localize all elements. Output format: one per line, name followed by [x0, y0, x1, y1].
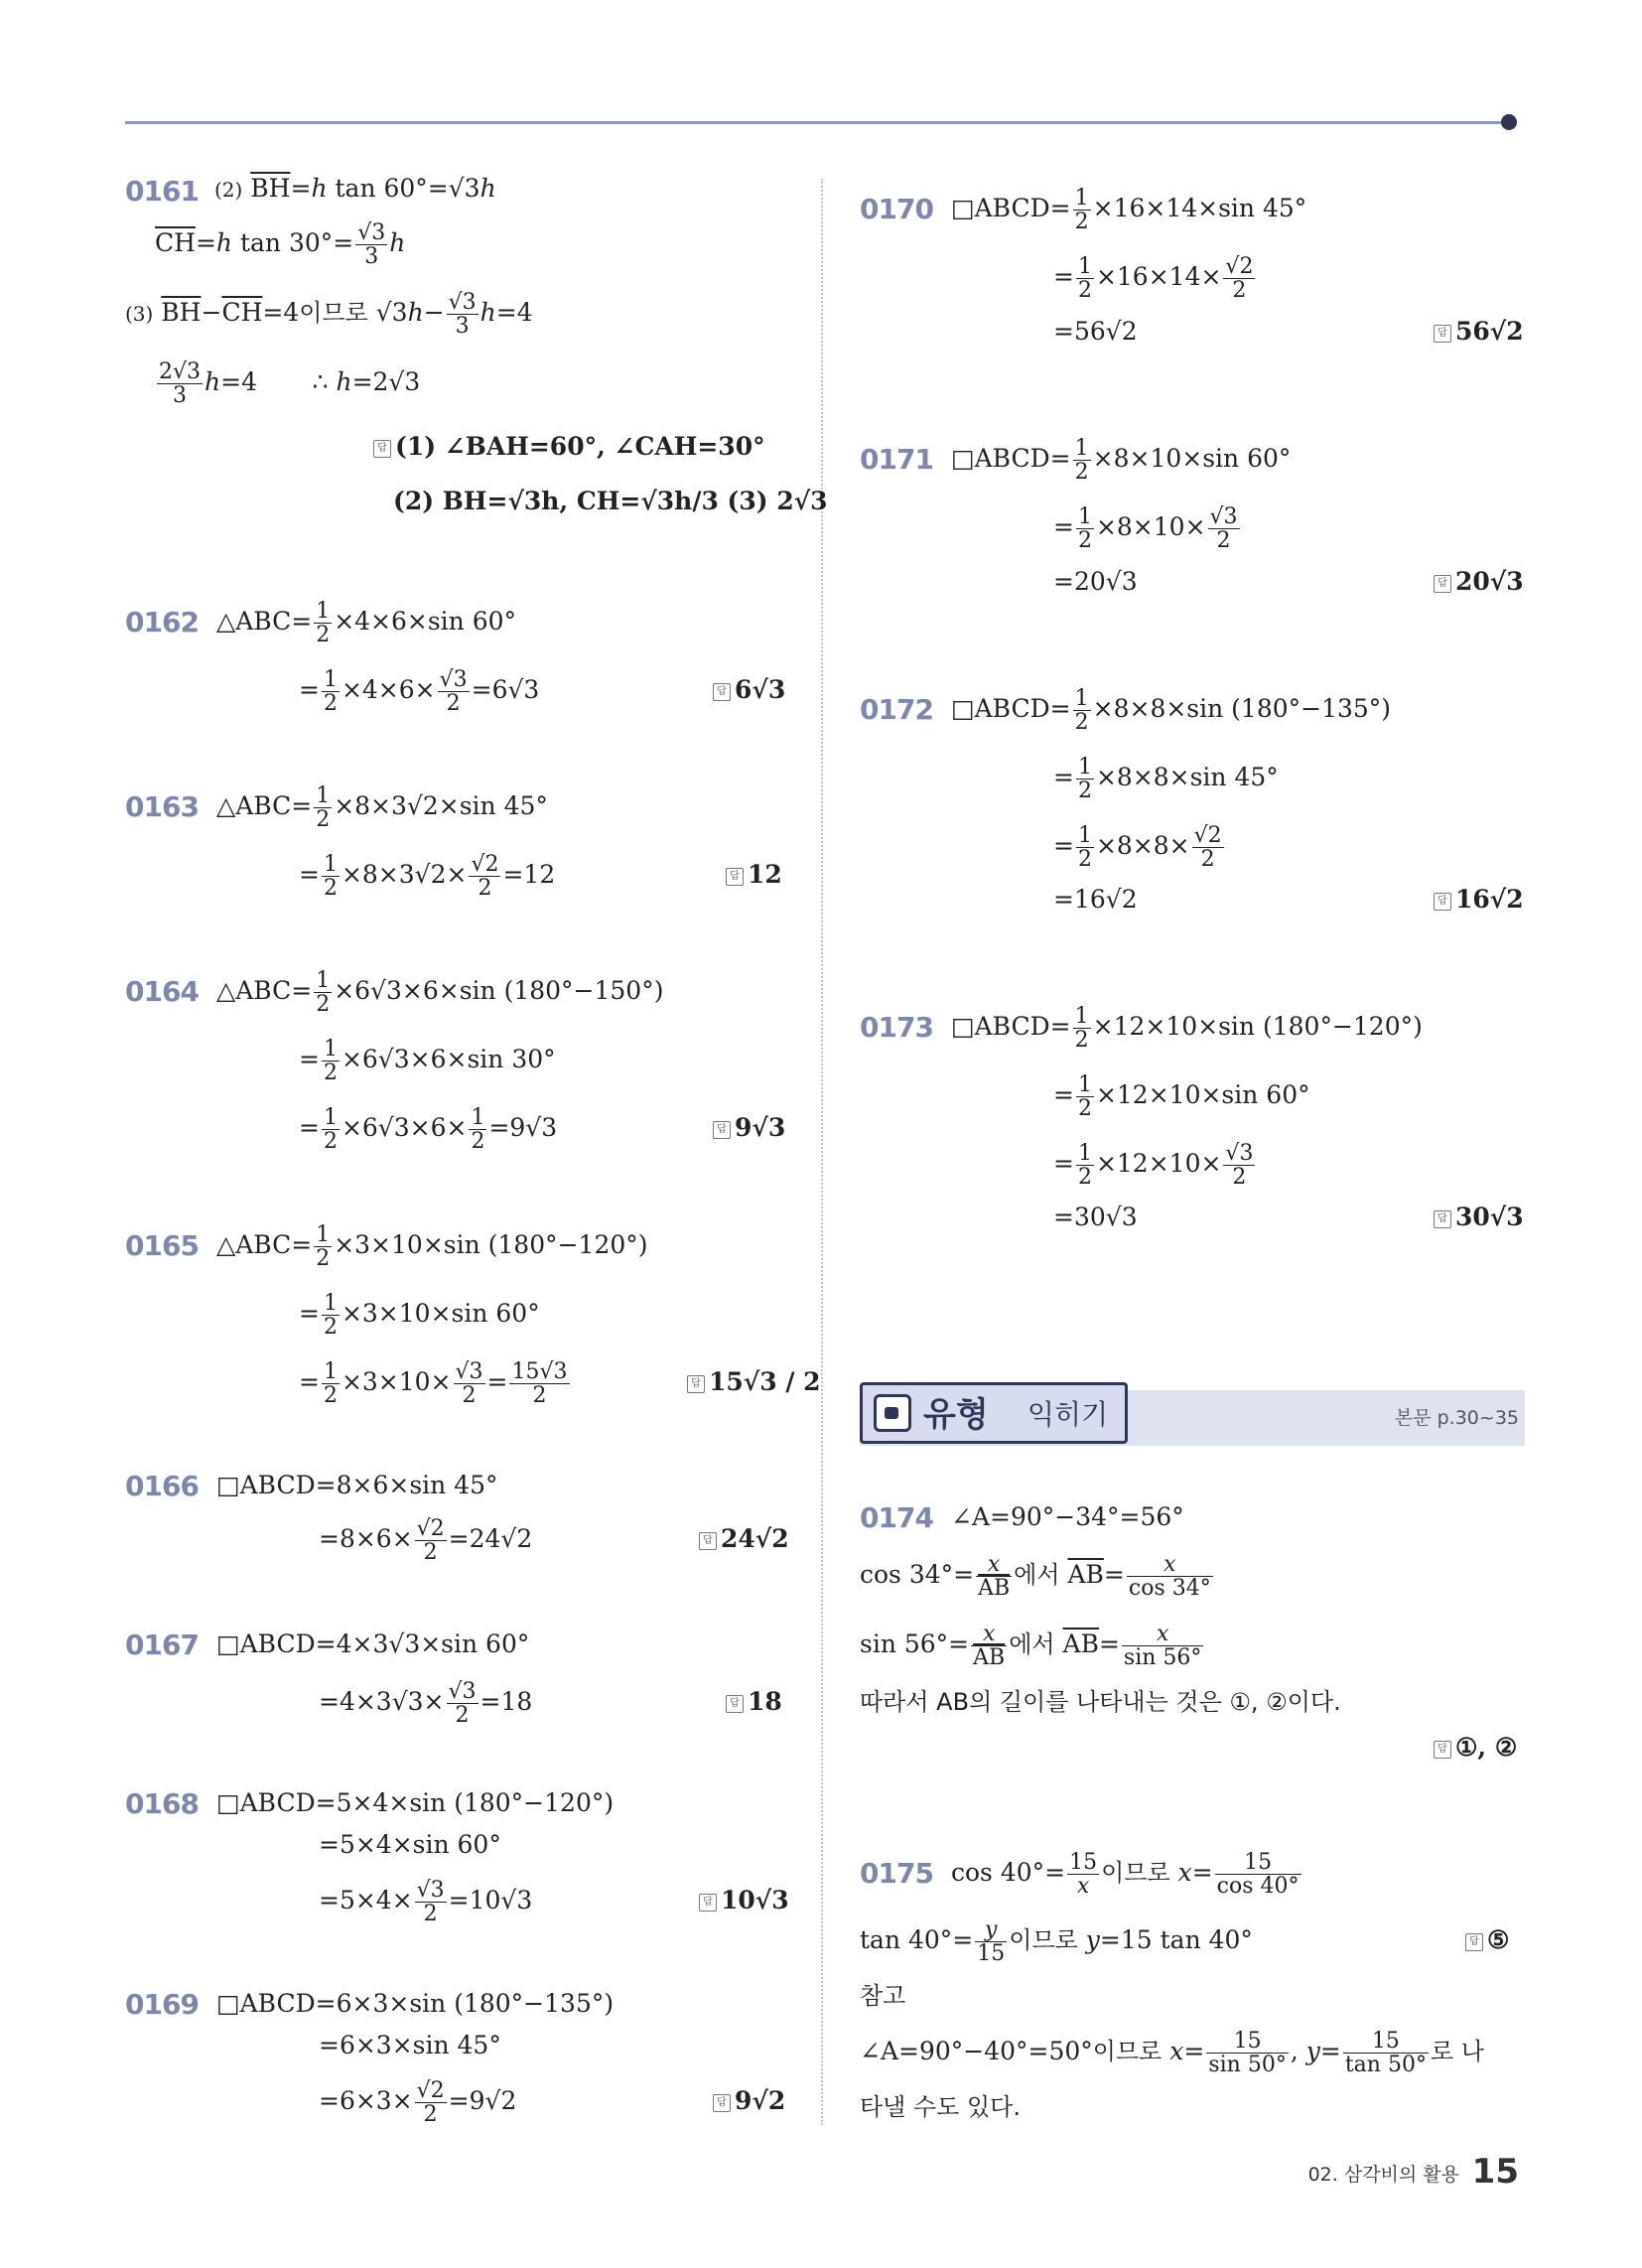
answer-mark-icon: 답 [687, 1375, 705, 1393]
solution-line: □ABCD=8×6×sin 45° [216, 1471, 498, 1499]
solution-line: =56√2 [1053, 317, 1138, 346]
solution-conclusion: 따라서 AB의 길이를 나타내는 것은 ①, ②이다. [860, 1688, 1341, 1716]
answer: 답 9√3 [713, 1098, 785, 1158]
answer: 답 56√2 [1434, 302, 1524, 361]
solution-line: sin 56°= $\frac{x}{AB}$ 에서 $\overline{AB}=$ $\frac{x}{\sin 56^\circ}$ [860, 1621, 1202, 1670]
problem-number: 0165 [125, 1229, 199, 1262]
answer: 답 ①, ② [1434, 1718, 1517, 1777]
section-banner-title: 유형 [923, 1395, 989, 1435]
answer: 답 ⑤ [1465, 1911, 1509, 1970]
header-rule [125, 121, 1507, 124]
note-line: ∠A=90°−40°=50°이므로 x= $\frac{15}{\sin 50^\circ}$ , y= $\frac{15}{\tan 50^\circ}$ 로 나 [860, 2028, 1484, 2077]
section-banner-reference: 본문 p.30~35 [1394, 1407, 1519, 1429]
solution-line: =20√3 [1053, 567, 1138, 596]
answer: 답 18 [726, 1672, 782, 1732]
solution-line: = $\frac{1}{2}$ ×6√3×6×sin 30° [299, 1036, 556, 1085]
problem-number: 0172 [860, 693, 933, 726]
solution-line: cos 40°= $\frac{15}{x}$ 이므로 x= $\frac{15}{\cos 40^\circ}$ [951, 1849, 1300, 1899]
answer: 답 12 [726, 845, 782, 905]
problem-number: 0169 [125, 1988, 199, 2021]
answer-mark-icon: 답 [1434, 893, 1451, 911]
solution-line: =8×6× $\frac{√2}{2}$ =24√2 [319, 1515, 533, 1565]
answer-mark-icon: 답 [1434, 325, 1451, 343]
solution-line: =5×4× $\frac{√3}{2}$ =10√3 [319, 1877, 533, 1926]
solution-line: (3) $\overline{BH}-\overline{CH}=4$이므로 √3h− $\frac{√3}{3}$ h=4 [125, 289, 533, 339]
solution-line: □ABCD= $\frac{1}{2}$ ×8×10×sin 60° [951, 435, 1292, 485]
answer: 답 (1) ∠BAH=60°, ∠CAH=30° [373, 417, 765, 477]
solution-line: △ABC= $\frac{1}{2}$ ×8×3√2×sin 45° [216, 782, 548, 832]
problem-number: 0166 [125, 1470, 199, 1502]
answer: 답 15√3 / 2 [687, 1352, 821, 1412]
solution-line: = $\frac{1}{2}$ ×16×14× $\frac{√2}{2}$ [1053, 253, 1254, 303]
solution-line: □ABCD=6×3×sin (180°−135°) [216, 1989, 615, 2018]
problem-number: 0167 [125, 1629, 199, 1661]
solution-line: = $\frac{1}{2}$ ×8×8×sin 45° [1053, 754, 1279, 803]
answer: 답 16√2 [1434, 870, 1524, 929]
solution-line: □ABCD=4×3√3×sin 60° [216, 1630, 530, 1658]
notebook-icon [874, 1394, 911, 1432]
solution-line: □ABCD= $\frac{1}{2}$ ×8×8×sin (180°−135°) [951, 685, 1392, 735]
answer: 답 24√2 [699, 1509, 789, 1569]
answer-mark-icon: 답 [1465, 1933, 1483, 1951]
solution-line: = $\frac{1}{2}$ ×8×8× $\frac{√2}{2}$ [1053, 822, 1222, 872]
problem-number: 0161 [125, 175, 199, 208]
solution-line: $\frac{2√3}{3}$ h=4 ∴ h=2√3 [159, 358, 421, 408]
solution-line: cos 34°= $\frac{x}{AB}$ 에서 $\overline{AB}=$ $\frac{x}{\cos 34^\circ}$ [860, 1551, 1211, 1601]
solution-line: =16√2 [1053, 885, 1138, 914]
answer-mark-icon: 답 [726, 1695, 744, 1713]
solution-line: △ABC= $\frac{1}{2}$ ×6√3×6×sin (180°−150°) [216, 967, 664, 1017]
header-dot [1501, 114, 1517, 130]
problem-number: 0164 [125, 975, 199, 1008]
solution-line: = $\frac{1}{2}$ ×12×10× $\frac{√3}{2}$ [1053, 1140, 1254, 1190]
problem-number: 0175 [860, 1857, 933, 1890]
column-divider [821, 179, 823, 2125]
solution-line: = $\frac{1}{2}$ ×8×10× $\frac{√3}{2}$ [1053, 503, 1238, 553]
answer: 답 6√3 [713, 660, 785, 720]
note-label: 참고 [860, 1982, 906, 2010]
problem-number: 0163 [125, 790, 199, 823]
solution-line: =6×3× $\frac{√2}{2}$ =9√2 [319, 2077, 517, 2127]
answer-mark-icon: 답 [713, 2094, 731, 2112]
solution-line: △ABC= $\frac{1}{2}$ ×4×6×sin 60° [216, 598, 517, 647]
solution-line: □ABCD=5×4×sin (180°−120°) [216, 1788, 615, 1817]
solution-line: (2) $\overline{BH}=h$ tan 60°=√3h [214, 174, 496, 203]
solution-line: =6×3×sin 45° [319, 2031, 501, 2059]
section-banner-subtitle: 익히기 [1027, 1398, 1109, 1431]
problem-number: 0170 [860, 193, 933, 225]
solution-line: = $\frac{1}{2}$ ×12×10×sin 60° [1053, 1071, 1310, 1121]
answer-mark-icon: 답 [699, 1532, 717, 1550]
answer-mark-icon: 답 [1434, 1741, 1451, 1759]
answer-mark-icon: 답 [713, 683, 731, 701]
solution-line: = $\frac{1}{2}$ ×8×3√2× $\frac{√2}{2}$ =12 [299, 851, 556, 901]
answer: 답 9√2 [713, 2071, 785, 2131]
solution-line: tan 40°= $\frac{y}{15}$ 이므로 y=15 tan 40° [860, 1916, 1253, 1966]
solution-line: ∠A=90°−34°=56° [951, 1502, 1184, 1531]
answer: (2) BH=√3h, CH=√3h/3 (3) 2√3 [393, 487, 828, 515]
answer-mark-icon: 답 [713, 1121, 731, 1139]
solution-line: = $\frac{1}{2}$ ×4×6× $\frac{√3}{2}$ =6√3 [299, 666, 540, 716]
problem-number: 0174 [860, 1501, 933, 1534]
solution-line: =4×3√3× $\frac{√3}{2}$ =18 [319, 1678, 533, 1728]
solution-line: =30√3 [1053, 1203, 1138, 1231]
solution-line: □ABCD= $\frac{1}{2}$ ×16×14×sin 45° [951, 185, 1307, 234]
answer-mark-icon: 답 [1434, 1210, 1451, 1228]
footer-chapter: 02. 삼각비의 활용 [1307, 2164, 1459, 2186]
answer-mark-icon: 답 [1434, 575, 1451, 593]
solution-line: =5×4×sin 60° [319, 1830, 501, 1859]
problem-number: 0162 [125, 606, 199, 638]
answer-mark-icon: 답 [699, 1894, 717, 1912]
problem-number: 0173 [860, 1011, 933, 1044]
solution-line: = $\frac{1}{2}$ ×3×10× $\frac{√3}{2}$ = $\frac{15√3}{2}$ [299, 1358, 568, 1408]
problem-number: 0171 [860, 443, 933, 476]
page-number: 15 [1471, 2152, 1519, 2192]
solution-line: △ABC= $\frac{1}{2}$ ×3×10×sin (180°−120°) [216, 1221, 648, 1271]
solution-line: = $\frac{1}{2}$ ×3×10×sin 60° [299, 1290, 540, 1340]
answer-mark-icon: 답 [373, 440, 391, 458]
solution-line: $\overline{CH}=h$ tan 30°= $\frac{√3}{3}$ h [155, 219, 406, 269]
answer-mark-icon: 답 [726, 868, 744, 886]
answer: 답 10√3 [699, 1871, 789, 1930]
problem-number: 0168 [125, 1787, 199, 1820]
solution-line: = $\frac{1}{2}$ ×6√3×6× $\frac{1}{2}$ =9√3 [299, 1104, 558, 1154]
answer: 답 30√3 [1434, 1188, 1524, 1247]
note-line: 타낼 수도 있다. [860, 2093, 1021, 2121]
answer: 답 20√3 [1434, 552, 1524, 612]
solution-line: □ABCD= $\frac{1}{2}$ ×12×10×sin (180°−120°) [951, 1003, 1423, 1053]
